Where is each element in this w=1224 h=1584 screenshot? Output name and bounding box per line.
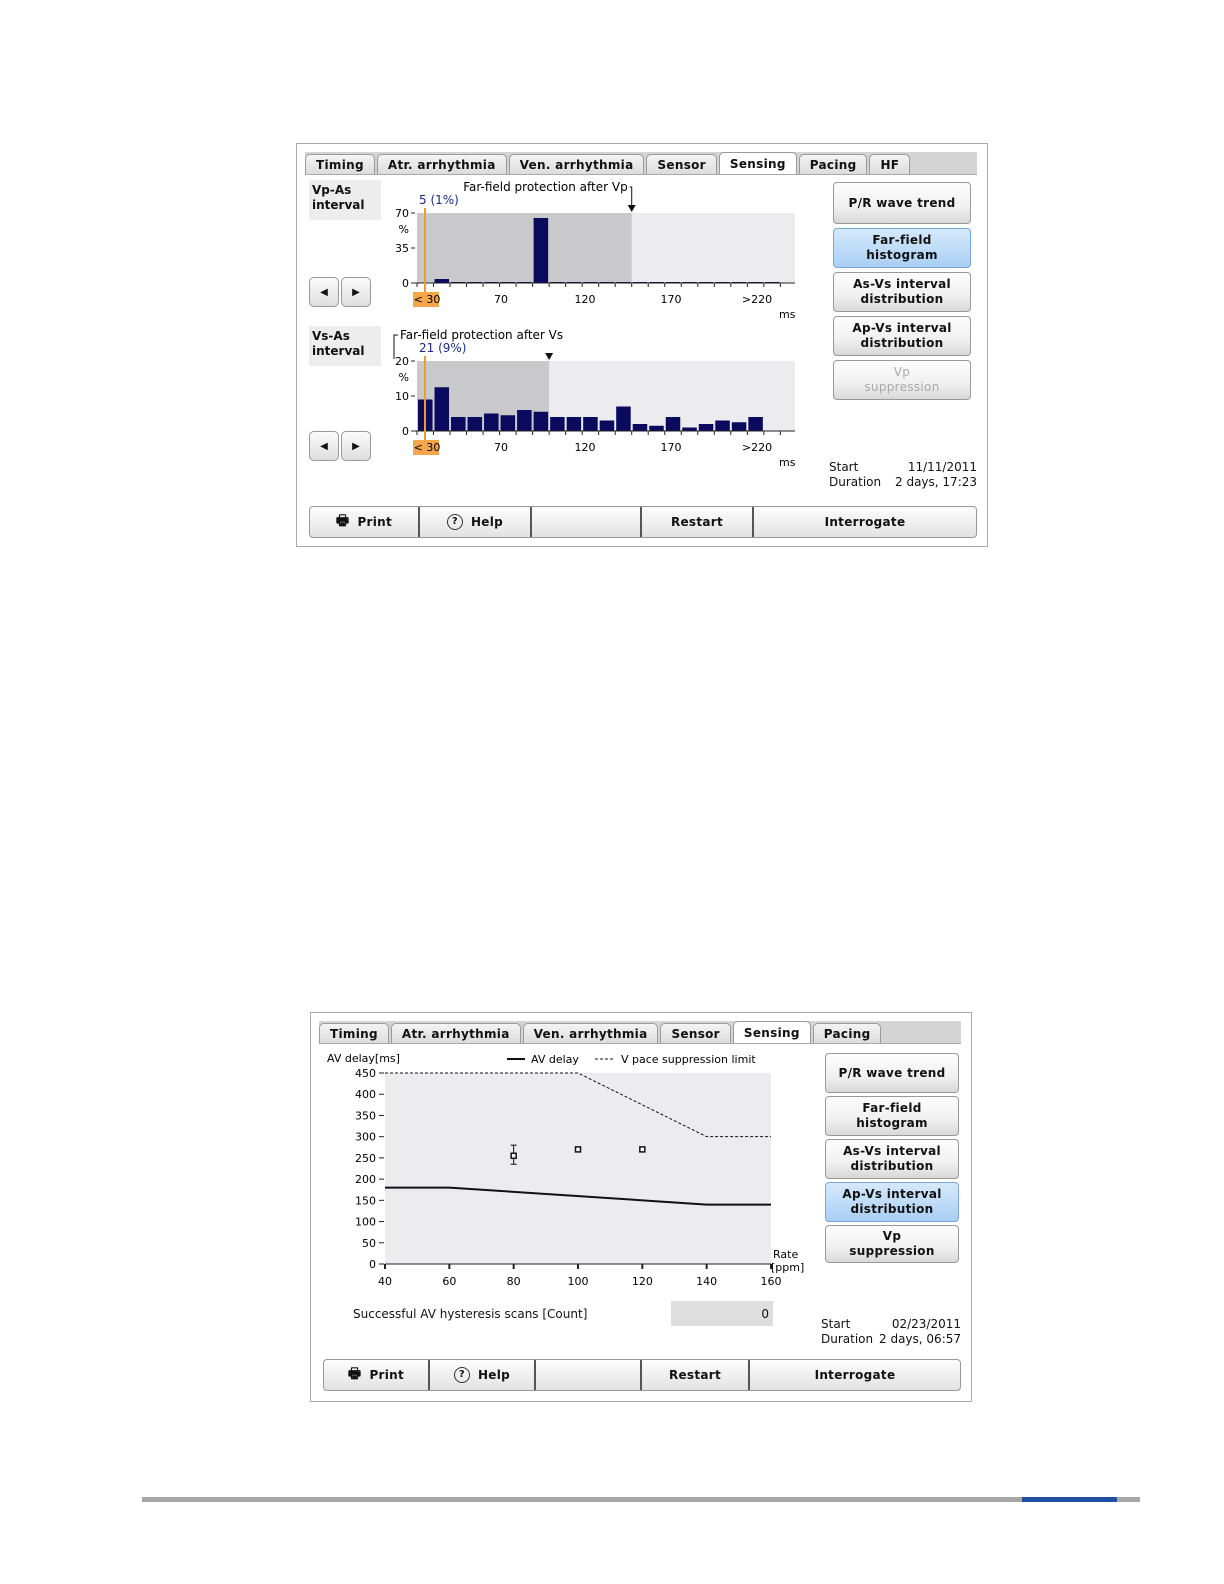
- vp-suppression-screen: [310, 1012, 972, 1402]
- annotation-label: Far-field protection after Vp: [463, 180, 628, 194]
- tab-sensing[interactable]: Sensing: [733, 1021, 811, 1043]
- interrogate-button[interactable]: Interrogate: [824, 515, 906, 529]
- tab-atr-arrhythmia[interactable]: Atr. arrhythmia: [391, 1023, 521, 1043]
- tab-bar: [305, 152, 977, 175]
- tab-sensor[interactable]: Sensor: [646, 154, 716, 174]
- y-tick-label: 70: [395, 207, 409, 220]
- x-tick-label: >220: [741, 441, 773, 454]
- x-tick-label: 120: [631, 1275, 653, 1288]
- tab-pacing[interactable]: Pacing: [813, 1023, 882, 1043]
- start-label: Start: [829, 460, 859, 474]
- x-tick-label: 60: [442, 1275, 457, 1288]
- annotation-arrowhead: [545, 353, 553, 360]
- av-delay-chart: [323, 1049, 813, 1293]
- histogram-bar: [501, 415, 516, 431]
- x-tick-label: 70: [494, 293, 508, 306]
- bottom-left-arrow-button[interactable]: ◀: [309, 431, 339, 461]
- y-tick-label: 350: [355, 1109, 376, 1123]
- footer-rule: [142, 1497, 1140, 1502]
- vs-as-histogram: [387, 328, 807, 478]
- help-label: Help: [477, 1368, 511, 1382]
- vp-suppression-button: Vp suppression: [833, 360, 971, 400]
- duration-label: Duration: [821, 1332, 874, 1346]
- histogram-bar: [748, 417, 763, 431]
- vp-as-interval-label: Vp-As interval: [309, 180, 381, 220]
- y-tick-label: 0: [369, 1258, 376, 1271]
- top-right-arrow-button[interactable]: ▶: [341, 277, 371, 307]
- histogram-bar: [715, 421, 730, 432]
- tab-ven-arrhythmia[interactable]: Ven. arrhythmia: [523, 1023, 659, 1043]
- ap-vs-interval-button[interactable]: Ap-Vs interval distribution: [825, 1182, 959, 1222]
- protection-region: [417, 213, 632, 283]
- data-point: [511, 1153, 516, 1158]
- help-button[interactable]: [430, 1360, 536, 1390]
- x-unit-label: ms: [779, 308, 796, 321]
- help-icon: ?: [447, 514, 463, 530]
- histogram-bar: [732, 422, 747, 431]
- y-tick-label: 200: [355, 1173, 376, 1187]
- start-label: Start: [821, 1317, 851, 1331]
- x-tick-label: 160: [760, 1275, 782, 1288]
- y-tick-label: 400: [355, 1088, 376, 1102]
- as-vs-interval-button[interactable]: As-Vs interval distribution: [825, 1139, 959, 1179]
- x-tick-label: 80: [506, 1275, 521, 1288]
- print-label: Print: [357, 515, 393, 529]
- y-tick-label: 20: [395, 355, 409, 368]
- top-left-arrow-button[interactable]: ◀: [309, 277, 339, 307]
- duration-value: 2 days, 17:23: [895, 475, 977, 489]
- x-tick-label: 120: [574, 293, 596, 306]
- duration-value: 2 days, 06:57: [879, 1332, 961, 1346]
- y-tick-label: 300: [355, 1130, 376, 1144]
- print-button[interactable]: [310, 507, 420, 537]
- x-tick-label: 70: [494, 441, 508, 454]
- x-axis-title: Rate: [773, 1248, 799, 1261]
- tab-pacing[interactable]: Pacing: [799, 154, 868, 174]
- y-tick-label: 35: [395, 242, 409, 255]
- tab-timing[interactable]: Timing: [319, 1023, 389, 1043]
- scans-label: Successful AV hysteresis scans [Count]: [353, 1307, 588, 1321]
- print-label: Print: [369, 1368, 405, 1382]
- histogram-bar: [649, 426, 664, 431]
- histogram-bar: [534, 412, 549, 431]
- histogram-bar: [666, 417, 681, 431]
- far-field-histogram-button[interactable]: Far-field histogram: [833, 228, 971, 268]
- y-tick-label: 0: [402, 277, 409, 290]
- y-tick-label: 450: [355, 1067, 376, 1080]
- x-unit-label: ms: [779, 456, 796, 469]
- histogram-bar: [699, 424, 714, 431]
- tab-ven-arrhythmia[interactable]: Ven. arrhythmia: [509, 154, 645, 174]
- bottom-toolbar: [309, 506, 977, 538]
- blank-button[interactable]: [536, 1360, 642, 1390]
- y-tick-label: %: [398, 371, 409, 384]
- x-tick-label: 40: [378, 1275, 392, 1288]
- annotation-label: Far-field protection after Vs: [400, 328, 564, 342]
- start-value: 02/23/2011: [891, 1317, 961, 1331]
- footer-accent: [1022, 1497, 1117, 1502]
- x-axis-unit: [ppm]: [771, 1261, 805, 1274]
- blank-button[interactable]: [532, 507, 642, 537]
- legend-suppression: V pace suppression limit: [621, 1053, 756, 1066]
- x-tick-label: < 30: [413, 441, 441, 454]
- help-label: Help: [470, 515, 504, 529]
- session-info: [821, 1317, 961, 1347]
- vs-as-interval-label: Vs-As interval: [309, 326, 381, 366]
- vp-as-histogram: [387, 180, 807, 330]
- histogram-bar: [567, 417, 582, 431]
- marker-label: 21 (9%): [419, 341, 467, 355]
- histogram-bar: [534, 218, 549, 283]
- x-tick-label: >220: [741, 293, 773, 306]
- histogram-bar: [616, 407, 631, 432]
- y-tick-label: 10: [395, 390, 409, 403]
- vp-suppression-button[interactable]: Vp suppression: [825, 1225, 959, 1263]
- annotation-arrowhead: [628, 205, 636, 212]
- x-tick-label: < 30: [413, 293, 441, 306]
- far-field-histogram-screen: [296, 143, 988, 547]
- histogram-bar: [583, 417, 598, 431]
- ap-vs-interval-button[interactable]: Ap-Vs interval distribution: [833, 316, 971, 356]
- tab-sensing[interactable]: Sensing: [719, 152, 797, 174]
- as-vs-interval-button[interactable]: As-Vs interval distribution: [833, 272, 971, 312]
- bottom-right-arrow-button[interactable]: ▶: [341, 431, 371, 461]
- histogram-bar: [484, 414, 499, 432]
- x-tick-label: 140: [696, 1275, 718, 1288]
- printer-icon: 🖶: [347, 1366, 362, 1382]
- x-tick-label: 170: [660, 293, 682, 306]
- y-tick-label: 100: [355, 1215, 376, 1229]
- tab-bar: [319, 1021, 961, 1044]
- tab-hf[interactable]: HF: [869, 154, 910, 174]
- legend-av-delay: AV delay: [531, 1053, 579, 1066]
- y-tick-label: 0: [402, 425, 409, 438]
- x-tick-label: 100: [567, 1275, 589, 1288]
- help-icon: ?: [454, 1367, 470, 1383]
- far-field-histogram-button[interactable]: Far-field histogram: [825, 1096, 959, 1136]
- y-tick-label: 150: [355, 1194, 376, 1208]
- scans-value-field: 0: [671, 1301, 773, 1326]
- data-point: [640, 1147, 645, 1152]
- tab-atr-arrhythmia[interactable]: Atr. arrhythmia: [377, 154, 507, 174]
- restart-button[interactable]: Restart: [642, 1360, 750, 1390]
- bottom-toolbar: [323, 1359, 961, 1391]
- histogram-bar: [517, 410, 532, 431]
- y-tick-label: 250: [355, 1151, 376, 1165]
- help-button[interactable]: [420, 507, 532, 537]
- tab-sensor[interactable]: Sensor: [660, 1023, 730, 1043]
- x-tick-label: 170: [660, 441, 682, 454]
- y-axis-title: AV delay[ms]: [327, 1052, 400, 1065]
- restart-button[interactable]: Restart: [642, 507, 754, 537]
- session-info: [829, 460, 977, 490]
- histogram-bar: [633, 424, 648, 431]
- histogram-bar: [550, 417, 565, 431]
- histogram-bar: [468, 417, 483, 431]
- pr-wave-trend-button[interactable]: P/R wave trend: [825, 1053, 959, 1093]
- duration-label: Duration: [829, 475, 882, 489]
- histogram-bar: [682, 428, 697, 432]
- interrogate-button[interactable]: Interrogate: [814, 1368, 896, 1382]
- data-point: [576, 1147, 581, 1152]
- pr-wave-trend-button[interactable]: P/R wave trend: [833, 182, 971, 224]
- histogram-bar: [435, 279, 450, 283]
- histogram-bar: [600, 421, 615, 432]
- start-value: 11/11/2011: [907, 460, 977, 474]
- x-tick-label: 120: [574, 441, 596, 454]
- plot-area: [385, 1073, 771, 1264]
- tab-timing[interactable]: Timing: [305, 154, 375, 174]
- y-tick-label: 50: [362, 1236, 376, 1250]
- printer-icon: 🖶: [335, 513, 350, 529]
- histogram-bar: [451, 417, 466, 431]
- marker-label: 5 (1%): [419, 193, 459, 207]
- histogram-bar: [435, 387, 450, 431]
- y-tick-label: %: [398, 223, 409, 236]
- print-button[interactable]: [324, 1360, 430, 1390]
